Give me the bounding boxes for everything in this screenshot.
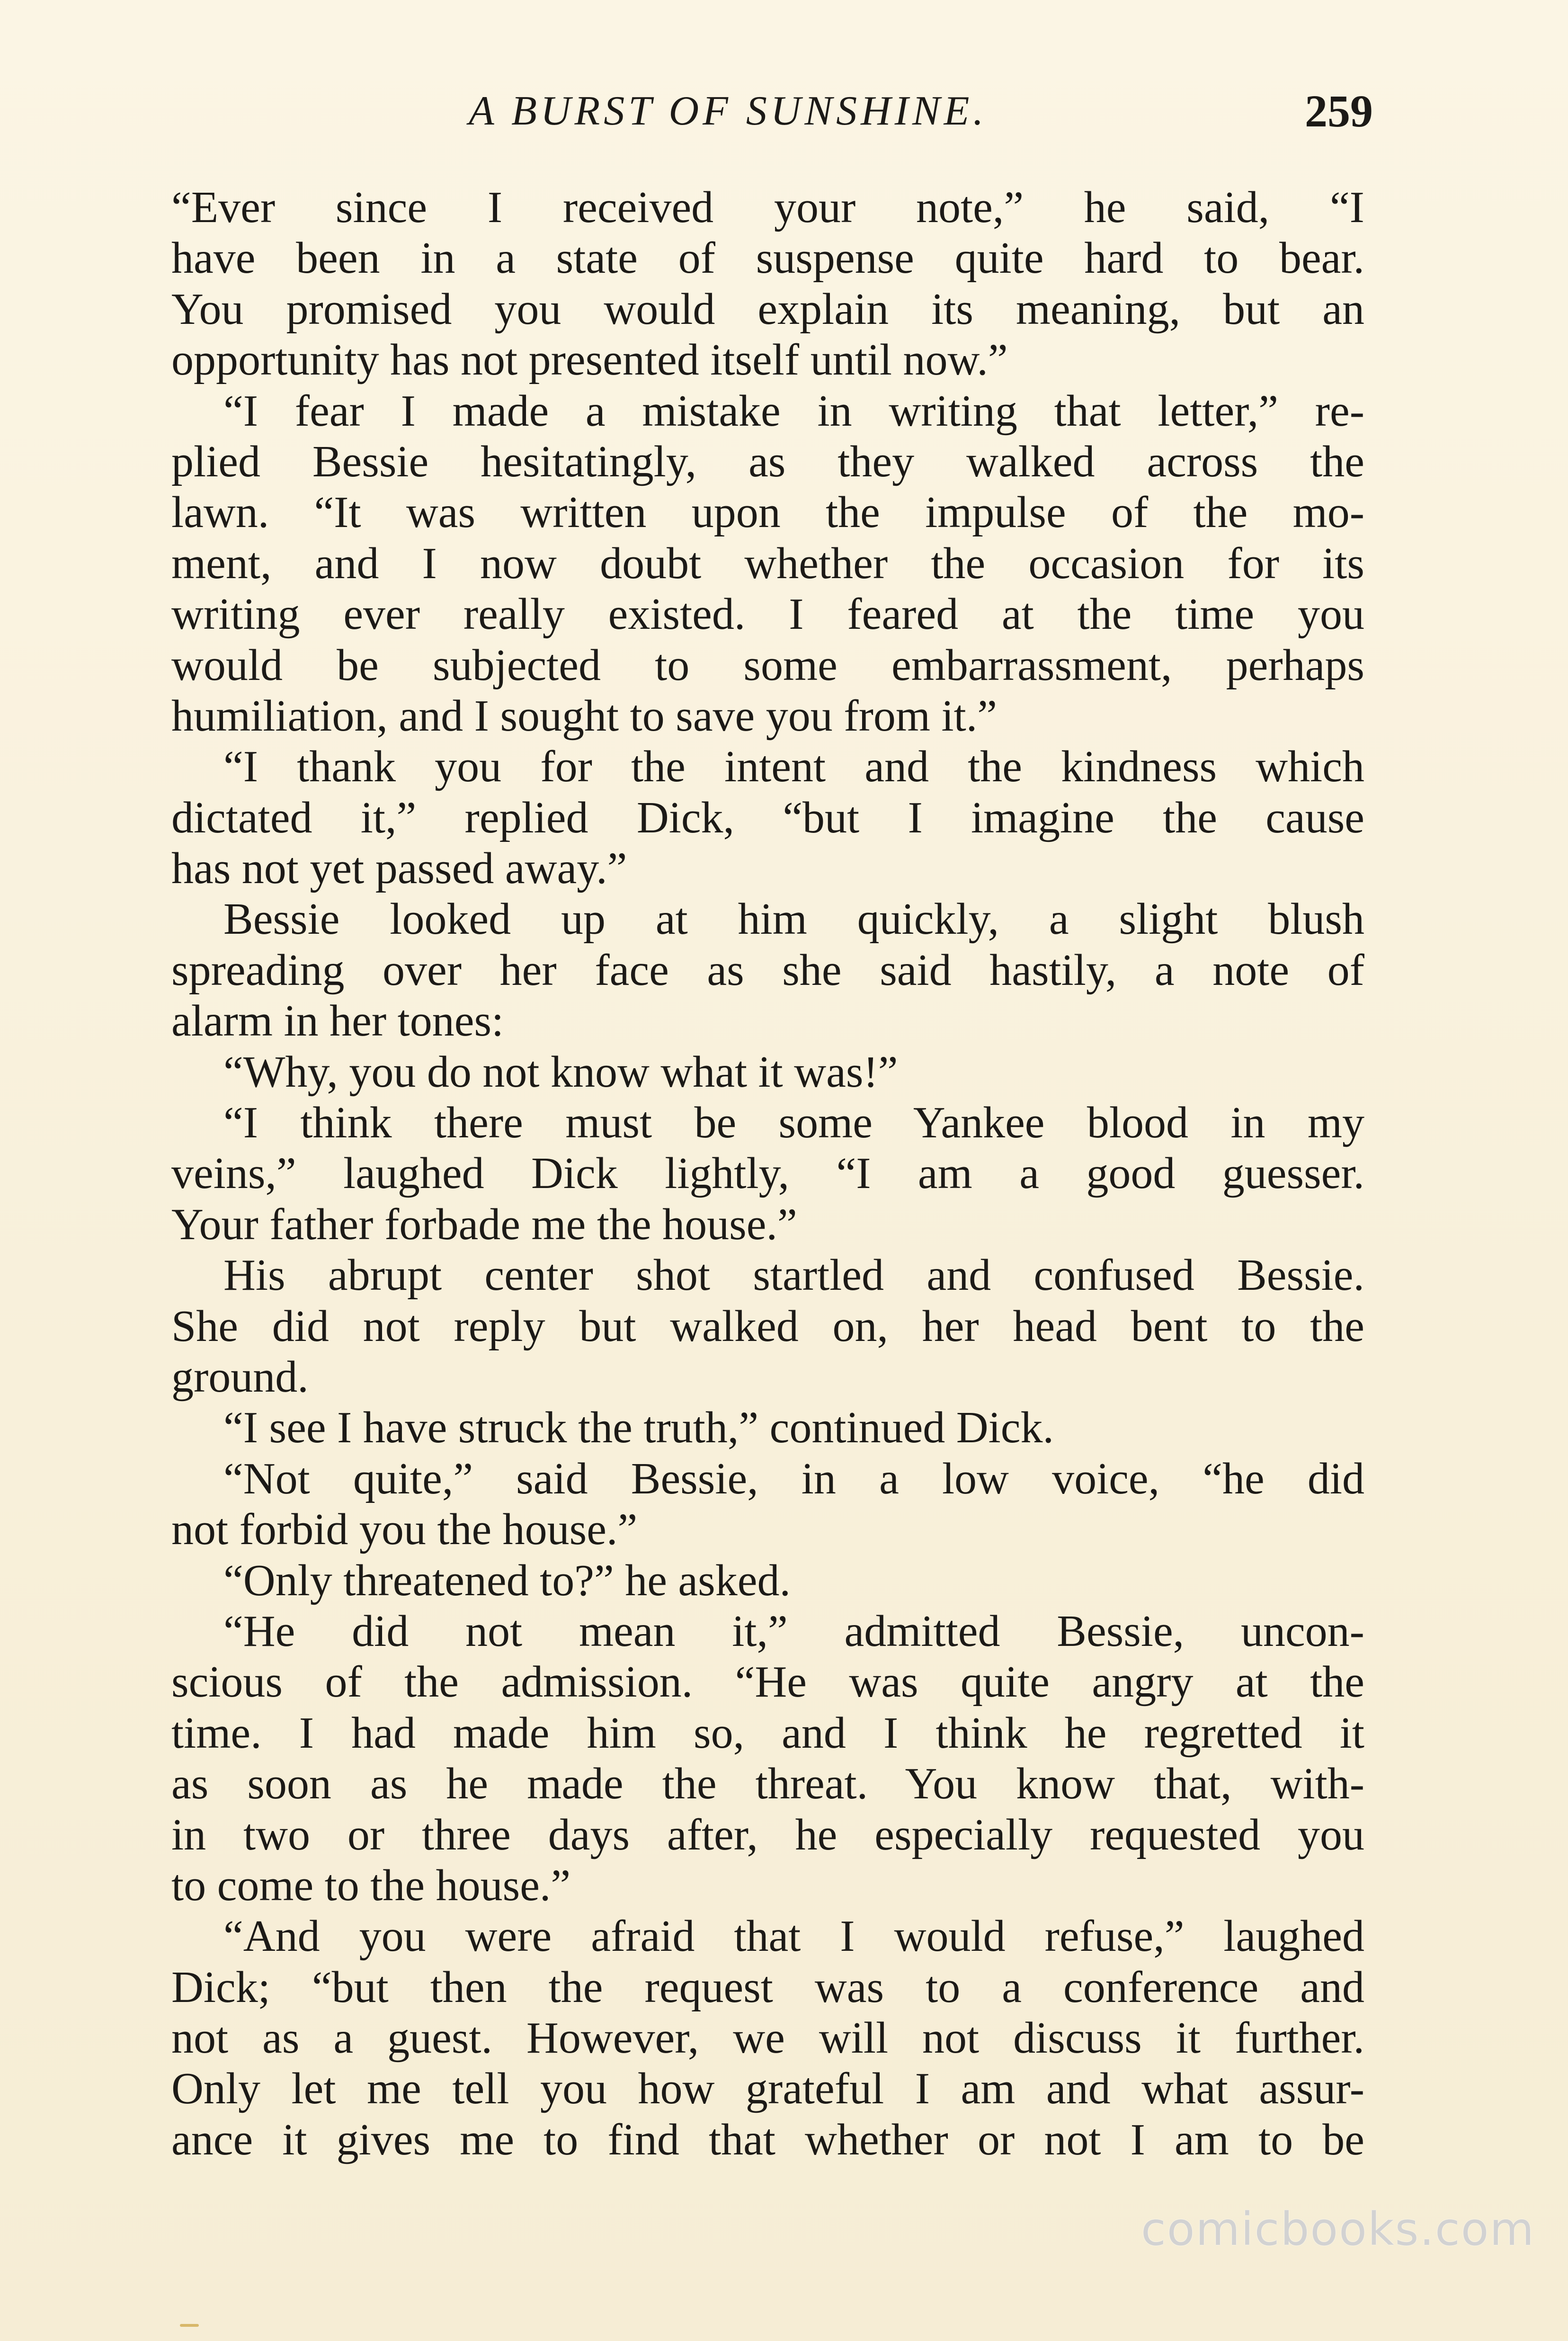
text-line: opportunity has not presented itself until now.” [171,335,1008,385]
text-line: ance it gives me to find that whether or not I am to be [171,2115,1364,2164]
text-line: alarm in her tones: [171,996,504,1046]
text-line: would be subjected to some embarrassment, perhaps [171,640,1364,690]
text-line: “I fear I made a mistake in writing that letter,” re- [223,386,1364,436]
text-line: spreading over her face as she said hastily, a note of [171,945,1364,995]
text-line: lawn. “It was written upon the impulse of the mo- [171,488,1364,537]
text-line: “Only threatened to?” he asked. [223,1555,791,1605]
page-number: 259 [1305,86,1373,136]
text-line: You promised you would explain its meaning, but an [171,284,1364,334]
text-line: “Ever since I received your note,” he said, “I [171,183,1364,232]
page-edge-mark [180,2324,199,2327]
text-line: veins,” laughed Dick lightly, “I am a good guesser. [171,1149,1364,1198]
text-line: writing ever really existed. I feared at the time you [171,590,1364,639]
text-line: “Not quite,” said Bessie, in a low voice, “he did [223,1454,1364,1503]
text-line: His abrupt center shot startled and confused Bessie. [223,1251,1364,1300]
running-title: A BURST OF SUNSHINE. [469,88,988,134]
text-line: humiliation, and I sought to save you from it.” [171,691,997,741]
text-line: Dick; “but then the request was to a conference and [171,1962,1364,2012]
text-line: ment, and I now doubt whether the occasion for its [171,538,1364,588]
text-line: have been in a state of suspense quite hard to bear. [171,233,1364,283]
running-head [170,80,1373,142]
text-line: dictated it,” replied Dick, “but I imagine the cause [171,793,1364,842]
text-line: as soon as he made the threat. You know that, with- [171,1759,1364,1809]
text-line: in two or three days after, he especially requested you [171,1810,1364,1859]
text-line: “I see I have struck the truth,” continued Dick. [223,1403,1054,1453]
text-line: “I thank you for the intent and the kindness which [223,742,1364,792]
text-line: not as a guest. However, we will not discuss it further. [171,2013,1364,2063]
text-line: Only let me tell you how grateful I am and what assur- [171,2064,1364,2114]
text-line: “And you were afraid that I would refuse,” laughed [223,1912,1364,1961]
text-line: scious of the admission. “He was quite angry at the [171,1657,1364,1707]
text-line: to come to the house.” [171,1860,571,1910]
text-line: “I think there must be some Yankee blood in my [223,1098,1364,1148]
body-text [171,182,1364,2165]
text-line: Bessie looked up at him quickly, a slight blush [223,894,1364,944]
text-line: plied Bessie hesitatingly, as they walked across the [171,437,1364,486]
text-line: Your father forbade me the house.” [171,1199,797,1249]
text-line: “Why, you do not know what it was!” [223,1047,898,1097]
text-line: ground. [171,1352,309,1402]
watermark-logo: comicbooks.com [1140,2203,1535,2256]
text-line: not forbid you the house.” [171,1505,638,1555]
text-line: has not yet passed away.” [171,844,627,894]
text-line: She did not reply but walked on, her head bent to the [171,1301,1364,1351]
text-line: “He did not mean it,” admitted Bessie, uncon- [223,1606,1364,1656]
text-line: time. I had made him so, and I think he regretted it [171,1708,1364,1758]
